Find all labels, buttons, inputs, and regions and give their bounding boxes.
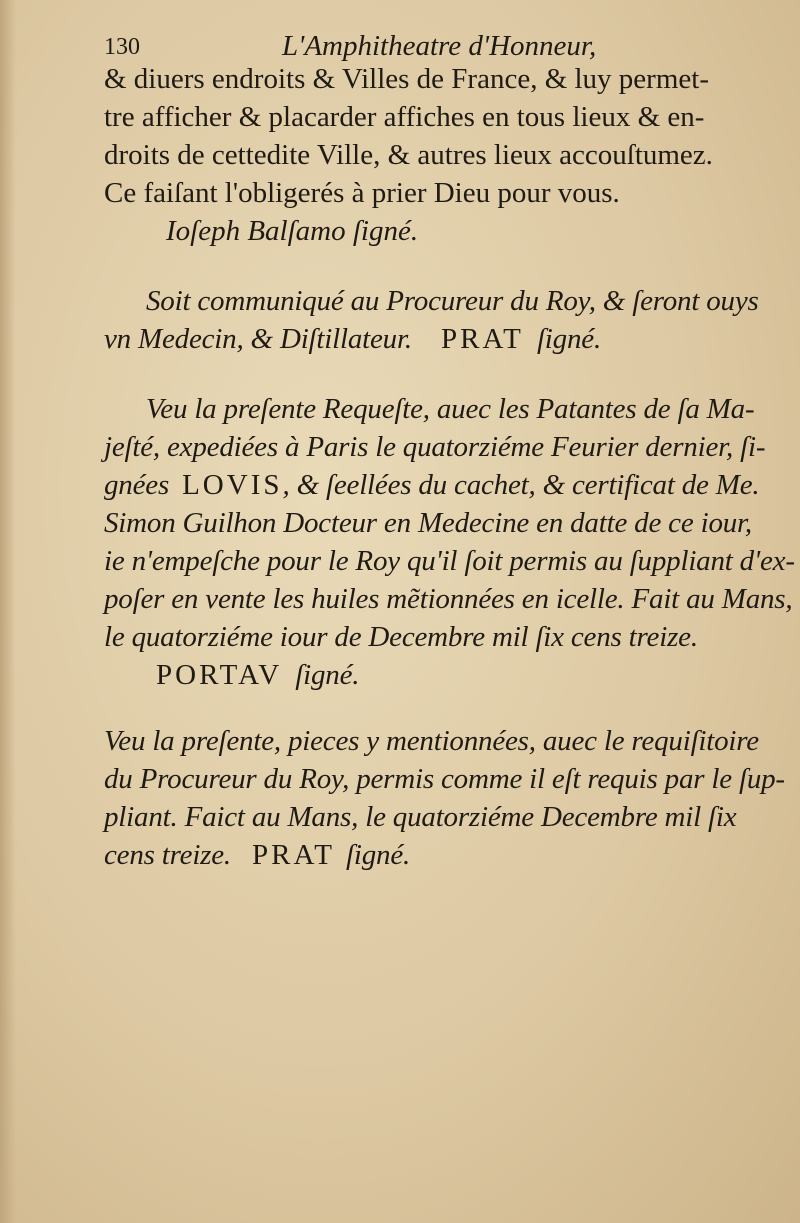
- text-line: le quatorziéme iour de Decembre mil ſix cens treize.: [104, 621, 698, 653]
- text-line: poſer en vente les huiles mẽtionnées en icelle. Fait au Mans,: [104, 583, 793, 615]
- text-line: Simon Guilhon Docteur en Medecine en datte de ce iour,: [104, 507, 752, 539]
- text-line: Veu la preſente Requeſte, auec les Patantes de ſa Ma-: [146, 393, 755, 425]
- signer-name: PRAT: [440, 323, 524, 355]
- text-line: Soit communiqué au Procureur du Roy, & ſeront ouys: [146, 285, 759, 317]
- signer-name: PRAT: [252, 839, 335, 871]
- king-name: LOVIS: [182, 469, 283, 501]
- signed-mark: ſigné.: [536, 323, 601, 355]
- signature-balsamo: Ioſeph Balſamo ſigné.: [166, 215, 419, 247]
- text-line-part: vn Medecin, & Diſtillateur.: [104, 323, 412, 355]
- text-line: pliant. Faict au Mans, le quatorziéme Decembre mil ſix: [104, 801, 737, 833]
- paragraph-veu-presente: [104, 722, 785, 874]
- text-line: Ce faiſant l'obligerés à prier Dieu pour vous.: [104, 177, 620, 209]
- running-title: L'Amphitheatre d'Honneur,: [282, 30, 597, 62]
- signer-name: PORTAV: [156, 659, 283, 691]
- text-line: [104, 656, 768, 694]
- text-line: [104, 466, 768, 504]
- signed-mark: ſigné.: [346, 839, 411, 871]
- text-line: du Procureur du Roy, permis comme il eſt requis par le ſup-: [104, 763, 785, 795]
- text-line-part: gnées: [104, 469, 170, 501]
- paragraph-veu-requeste: [104, 390, 795, 694]
- text-line-part: cens treize.: [104, 839, 231, 871]
- page-number: 130: [104, 34, 140, 60]
- text-line: & diuers endroits & Villes de France, & luy permet-: [104, 63, 709, 95]
- text-line: [104, 836, 768, 874]
- text-line-part: , & ſeellées du cachet, & certificat de Me.: [282, 469, 760, 501]
- text-line: tre afficher & placarder affiches en tous lieux & en-: [104, 101, 705, 133]
- paragraph-soit-communique: [104, 282, 768, 358]
- text-line: Veu la preſente, pieces y mentionnées, auec le requiſitoire: [104, 725, 759, 757]
- signed-mark: ſigné.: [295, 659, 360, 691]
- page-gutter-shadow: [0, 0, 16, 1223]
- text-line: [104, 320, 768, 358]
- paragraph-petition-end: [104, 60, 768, 250]
- text-line: droits de cettedite Ville, & autres lieux accouſtumez.: [104, 139, 713, 171]
- text-line: jeſté, expediées à Paris le quatorziéme Feurier dernier, ſi-: [104, 431, 766, 463]
- text-line: ie n'empeſche pour le Roy qu'il ſoit permis au ſuppliant d'ex-: [104, 545, 795, 577]
